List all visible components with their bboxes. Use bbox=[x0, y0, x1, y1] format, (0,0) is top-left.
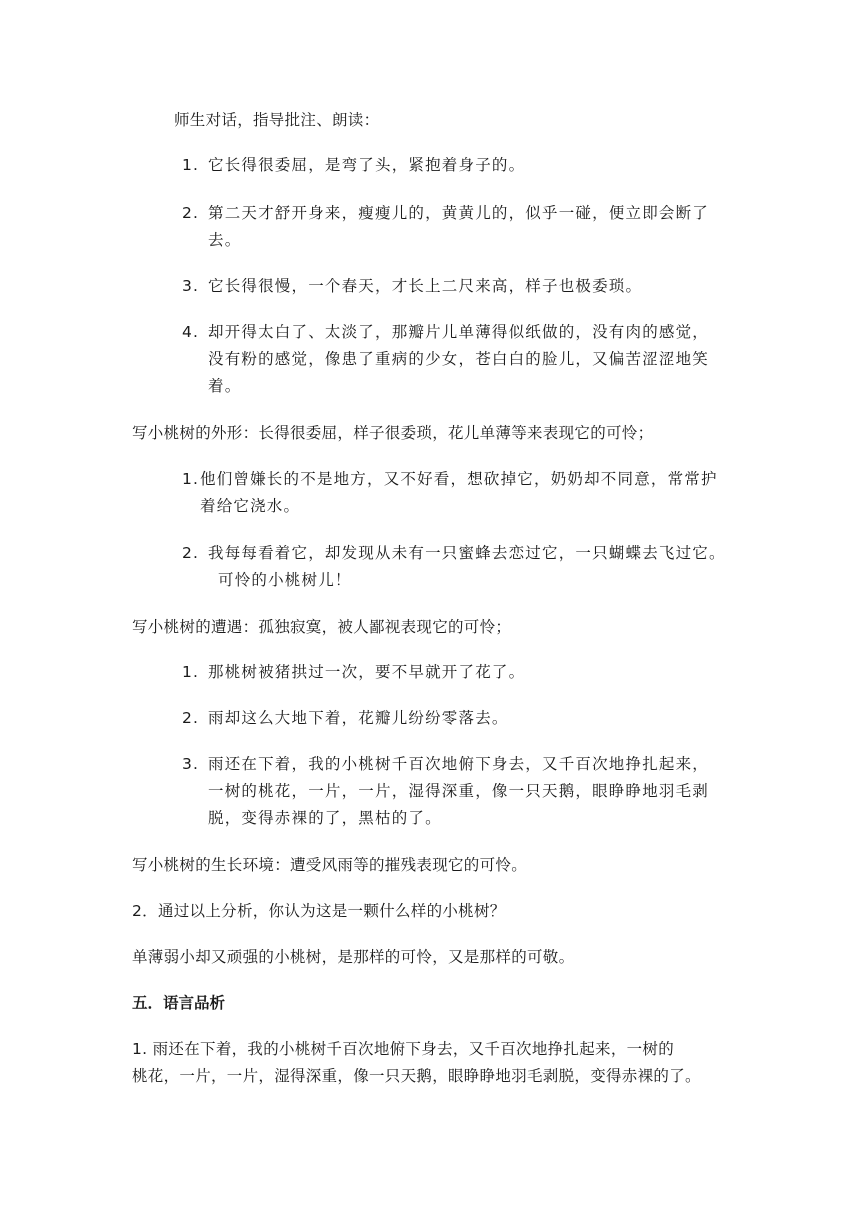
list-item bbox=[182, 469, 718, 489]
list-item bbox=[182, 322, 709, 342]
list-item-text: 雨还在下着，我的小桃树千百次地俯下身去，又千百次地挣扎起来， bbox=[208, 755, 710, 773]
list-item-number: 2. bbox=[182, 709, 200, 727]
section-heading: 五．语言品析 bbox=[132, 994, 226, 1012]
list-item-text-continued: 着给它浇水。 bbox=[200, 497, 301, 515]
list-item-text: 它长得很慢，一个春天，才长上二尺来高，样子也极委琐。 bbox=[208, 277, 643, 295]
list-item-text: 雨却这么大地下着，花瓣儿纷纷零落去。 bbox=[208, 709, 509, 727]
list-item bbox=[182, 203, 709, 223]
list-item bbox=[182, 276, 642, 296]
list-item-number: 4. bbox=[182, 323, 200, 341]
list-item-number: 3. bbox=[182, 755, 200, 773]
summary-text: 写小桃树的生长环境：遭受风雨等的摧残表现它的可怜。 bbox=[132, 856, 528, 874]
summary-text: 写小桃树的外形：长得很委屈，样子很委琐，花儿单薄等来表现它的可怜； bbox=[132, 424, 654, 442]
list-item-text-continued: 脱，变得赤裸的了，黑枯的了。 bbox=[208, 809, 442, 827]
list-item-number: 1. bbox=[182, 470, 200, 488]
list-item bbox=[182, 708, 509, 728]
question-text: 2．通过以上分析，你认为这是一颗什么样的小桃树？ bbox=[132, 902, 506, 920]
list-item-text-continued: 着。 bbox=[208, 377, 242, 395]
list-item bbox=[182, 155, 525, 175]
list-item-number: 2. bbox=[182, 544, 200, 562]
list-item-number: 1. bbox=[182, 663, 200, 681]
list-item-number: 3. bbox=[182, 277, 200, 295]
list-item-text-continued: 去。 bbox=[208, 231, 242, 249]
paragraph-line: 1. 雨还在下着，我的小桃树千百次地俯下身去，又千百次地挣扎起来，一树的 bbox=[132, 1040, 675, 1058]
list-item-text: 却开得太白了、太淡了，那瓣片儿单薄得似纸做的，没有肉的感觉， bbox=[208, 323, 710, 341]
list-item-number: 1. bbox=[182, 156, 200, 174]
summary-text: 写小桃树的遭遇：孤独寂寞，被人鄙视表现它的可怜； bbox=[132, 618, 512, 636]
list-item-text: 它长得很委屈，是弯了头，紧抱着身子的。 bbox=[208, 156, 526, 174]
list-item bbox=[182, 662, 525, 682]
list-item-text: 我每每看着它，却发现从未有一只蜜蜂去恋过它，一只蝴蝶去飞过它。 bbox=[208, 544, 726, 562]
list-item bbox=[182, 754, 709, 774]
answer-text: 单薄弱小却又顽强的小桃树，是那样的可怜，又是那样的可敬。 bbox=[132, 948, 575, 966]
list-item-text: 他们曾嫌长的不是地方，又不好看，想砍掉它，奶奶却不同意，常常护 bbox=[200, 470, 718, 488]
list-item-text-continued: 没有粉的感觉，像患了重病的少女，苍白白的脸儿，又偏苦涩涩地笑 bbox=[208, 350, 710, 368]
list-item-text-continued: 一树的桃花，一片，一片，湿得深重，像一只天鹅，眼睁睁地羽毛剥 bbox=[208, 782, 710, 800]
list-item bbox=[182, 543, 726, 563]
list-item-text: 那桃树被猪拱过一次，要不早就开了花了。 bbox=[208, 663, 526, 681]
list-item-text: 第二天才舒开身来，瘦瘦儿的，黄黄儿的，似乎一碰，便立即会断了 bbox=[208, 204, 710, 222]
paragraph-line: 桃花，一片，一片，湿得深重，像一只天鹅，眼睁睁地羽毛剥脱，变得赤裸的了。 bbox=[132, 1067, 701, 1085]
list-item-text-continued: 可怜的小桃树儿！ bbox=[218, 571, 352, 589]
intro-text: 师生对话，指导批注、朗读： bbox=[174, 111, 380, 129]
list-item-number: 2. bbox=[182, 204, 200, 222]
